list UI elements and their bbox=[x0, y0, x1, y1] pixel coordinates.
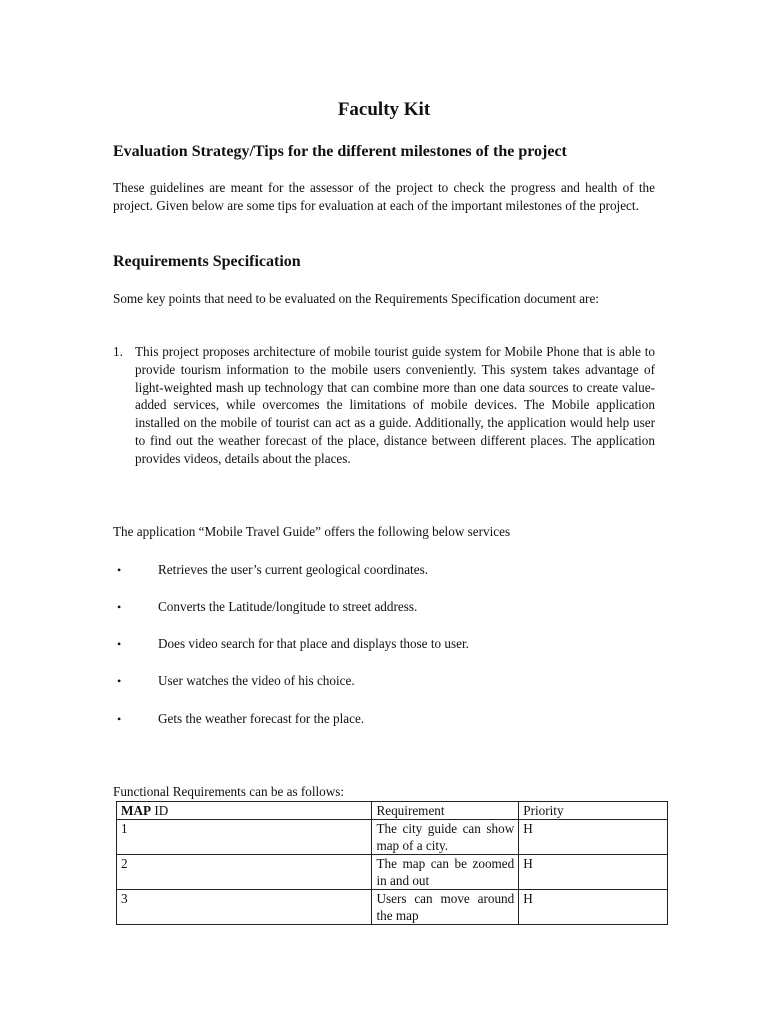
service-text: Converts the Latitude/longitude to street address. bbox=[158, 599, 418, 614]
service-text: User watches the video of his choice. bbox=[158, 673, 355, 688]
cell-priority: H bbox=[519, 855, 668, 890]
header-priority: Priority bbox=[519, 802, 668, 820]
functional-requirements-intro: Functional Requirements can be as follows: bbox=[113, 784, 345, 799]
cell-id: 3 bbox=[117, 890, 372, 925]
cell-requirement: The city guide can show map of a city. bbox=[372, 820, 519, 855]
bullet-icon: • bbox=[117, 712, 122, 726]
cell-requirement: The map can be zoomed in and out bbox=[372, 855, 519, 890]
cell-id: 1 bbox=[117, 820, 372, 855]
header-map-rest: ID bbox=[151, 803, 169, 818]
bullet-icon: • bbox=[117, 563, 122, 577]
list-item-number: 1. bbox=[113, 344, 123, 359]
header-map-id bbox=[117, 802, 372, 820]
section-heading-evaluation: Evaluation Strategy/Tips for the different milestones of the project bbox=[113, 143, 567, 160]
key-points-paragraph: Some key points that need to be evaluated on the Requirements Specification document are: bbox=[113, 291, 599, 306]
cell-requirement: Users can move around the map bbox=[372, 890, 519, 925]
list-item-text: This project proposes architecture of mobile tourist guide system for Mobile Phone that is able to provide tourism information to the mobile users conveniently. This system takes advantage of light-weighted mash up technology that can combine more than one data sources to create value-added services, while overcomes the limitations of mobile devices. The Mobile application installed on the mobile of tourist can act as a guide. Additionally, the application would help user to find out the weather forecast of the place, distance between different places. The application provides videos, details about the places. bbox=[135, 344, 655, 466]
requirements-table bbox=[116, 801, 668, 925]
bullet-icon: • bbox=[117, 637, 122, 651]
service-text: Does video search for that place and displays those to user. bbox=[158, 636, 469, 651]
header-map-bold: MAP bbox=[121, 803, 152, 818]
service-text: Gets the weather forecast for the place. bbox=[158, 711, 365, 726]
bullet-icon: • bbox=[117, 600, 122, 614]
bullet-icon: • bbox=[117, 674, 122, 688]
table-row bbox=[117, 890, 668, 925]
services-intro: The application “Mobile Travel Guide” offers the following below services bbox=[113, 524, 511, 539]
page-title: Faculty Kit bbox=[337, 99, 431, 120]
header-requirement: Requirement bbox=[372, 802, 519, 820]
table-row bbox=[117, 820, 668, 855]
service-text: Retrieves the user’s current geological coordinates. bbox=[158, 562, 429, 577]
cell-id: 2 bbox=[117, 855, 372, 890]
table-header-row bbox=[117, 802, 668, 820]
section-heading-requirements: Requirements Specification bbox=[113, 253, 301, 270]
cell-priority: H bbox=[519, 890, 668, 925]
table-row bbox=[117, 855, 668, 890]
cell-priority: H bbox=[519, 820, 668, 855]
intro-paragraph: These guidelines are meant for the assessor of the project to check the progress and health of the project. Given below are some tips for evaluation at each of the important milestones of the project. bbox=[113, 180, 655, 213]
